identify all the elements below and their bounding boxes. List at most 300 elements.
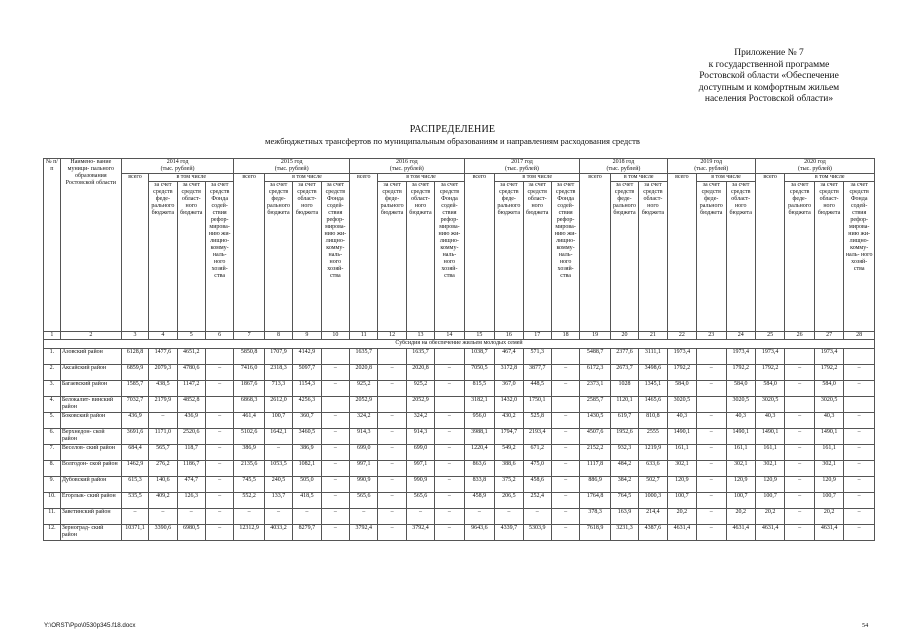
table-cell: 1792,2 [726, 365, 755, 381]
table-cell: 4387,6 [639, 525, 667, 541]
document-subtitle: межбюджетных трансфертов по муниципальным образованиям и направлениям расходования средств [265, 136, 640, 146]
table-cell: – [844, 493, 875, 509]
header-num: № п/п [44, 159, 61, 332]
table-cell: – [321, 365, 349, 381]
table-cell: 505,0 [293, 477, 321, 493]
municipality-name: Дубовский район [60, 477, 121, 493]
table-cell: 2135,6 [234, 461, 265, 477]
row-number: 1. [44, 349, 61, 365]
column-number: 17 [523, 332, 551, 340]
table-cell: 932,3 [610, 445, 638, 461]
header-including: в том числе [264, 174, 349, 182]
table-cell: – [321, 525, 349, 541]
table-cell: 2020,8 [350, 365, 378, 381]
table-cell: 40,3 [726, 413, 755, 429]
table-cell: 4256,3 [293, 397, 321, 413]
table-cell: – [551, 525, 579, 541]
column-number: 19 [580, 332, 611, 340]
column-number: 2 [60, 332, 121, 340]
table-cell: – [435, 445, 464, 461]
municipality-name: Белокалит- винский район [60, 397, 121, 413]
table-cell: 8279,7 [293, 525, 321, 541]
table-cell: 2052,9 [406, 397, 434, 413]
table-cell: 240,5 [264, 477, 292, 493]
header-including: в том числе [149, 174, 234, 182]
table-cell: – [435, 477, 464, 493]
table-cell: 3231,3 [610, 525, 638, 541]
table-cell: – [378, 429, 406, 445]
table-cell: 925,2 [350, 381, 378, 397]
table-cell: 2193,4 [523, 429, 551, 445]
table-cell: – [205, 381, 233, 397]
table-cell: 863,6 [464, 461, 495, 477]
table-cell: 4631,4 [814, 525, 843, 541]
municipality-name: Азовский район [60, 349, 121, 365]
table-cell: 4780,6 [177, 365, 205, 381]
table-cell: 4507,6 [580, 429, 611, 445]
appendix-line: доступным и комфортным жильем [698, 82, 840, 93]
table-cell: 1028 [610, 381, 638, 397]
table-cell: – [149, 509, 177, 525]
table-cell: 4339,7 [495, 525, 523, 541]
table-cell: 1635,7 [350, 349, 378, 365]
table-cell: – [551, 477, 579, 493]
table-cell: 3460,5 [293, 429, 321, 445]
table-row [44, 461, 875, 477]
table-cell: 418,5 [293, 493, 321, 509]
table-cell: 990,9 [350, 477, 378, 493]
table-cell: 163,9 [610, 509, 638, 525]
table-cell: – [844, 461, 875, 477]
header-fed: за счет средств феде- рального бюджета [149, 182, 177, 332]
table-cell: 3390,6 [149, 525, 177, 541]
table-cell: 4033,2 [264, 525, 292, 541]
table-cell: 2612,0 [264, 397, 292, 413]
table-cell [378, 397, 406, 413]
table-cell: – [844, 477, 875, 493]
table-cell: 474,7 [177, 477, 205, 493]
table-cell: 1867,6 [234, 381, 265, 397]
table-cell: 6868,3 [234, 397, 265, 413]
table-cell: – [495, 509, 523, 525]
table-cell: – [785, 509, 814, 525]
header-year-2017 [464, 159, 580, 174]
table-cell: 990,9 [406, 477, 434, 493]
unit-label: (тыс. рублей) [694, 166, 729, 172]
table-cell: 925,2 [406, 381, 434, 397]
header-total: всего [234, 174, 265, 332]
municipality-name: Верхнедон- ской район [60, 429, 121, 445]
year-label: 2015 год [280, 159, 303, 165]
table-cell: 10371,1 [121, 525, 148, 541]
municipality-name: Боковский район [60, 413, 121, 429]
table-cell: 584,0 [814, 381, 843, 397]
table-cell: 1585,7 [121, 381, 148, 397]
table-cell: 1186,7 [177, 461, 205, 477]
table-row [44, 397, 875, 413]
section-title: Субсидия на обеспечение жильем молодых семей [44, 340, 875, 349]
table-cell: 565,7 [149, 445, 177, 461]
table-cell: – [551, 413, 579, 429]
table-cell: 100,7 [264, 413, 292, 429]
table-cell [785, 349, 814, 365]
table-cell: 914,3 [350, 429, 378, 445]
column-number: 6 [205, 332, 233, 340]
table-cell: – [844, 429, 875, 445]
header-name: Наимено- вание муници- пального образования Ростовской области [60, 159, 121, 332]
table-cell: 20,2 [814, 509, 843, 525]
header-obl: за счет средств област- ного бюджета [177, 182, 205, 332]
table-cell: – [435, 509, 464, 525]
table-cell: 430,2 [495, 413, 523, 429]
table-cell: 1220,4 [464, 445, 495, 461]
table-cell: 100,7 [755, 493, 784, 509]
table-cell: 367,0 [495, 381, 523, 397]
header-obl: за счет средств област- ного бюджета [293, 182, 321, 332]
table-cell: 7416,0 [234, 365, 265, 381]
table-cell: 1154,3 [293, 381, 321, 397]
table-cell: 140,6 [149, 477, 177, 493]
table-cell: 7032,7 [121, 397, 148, 413]
table-cell: – [551, 381, 579, 397]
table-cell: – [435, 493, 464, 509]
table-cell: 565,6 [350, 493, 378, 509]
table-cell: – [697, 477, 726, 493]
table-cell: – [205, 413, 233, 429]
header-year-2020 [755, 159, 874, 174]
year-label: 2017 год [511, 159, 533, 165]
table-cell [551, 349, 579, 365]
table-cell: 3691,6 [121, 429, 148, 445]
table-cell: 161,1 [667, 445, 696, 461]
municipality-name: Аксайский район [60, 365, 121, 381]
column-number: 21 [639, 332, 667, 340]
row-number: 2. [44, 365, 61, 381]
table-cell: 100,7 [814, 493, 843, 509]
table-cell: – [205, 509, 233, 525]
table-cell: – [697, 493, 726, 509]
column-number: 4 [149, 332, 177, 340]
row-number: 4. [44, 397, 61, 413]
table-cell: – [523, 509, 551, 525]
column-number: 15 [464, 332, 495, 340]
column-number: 24 [726, 332, 755, 340]
table-cell: 1792,2 [667, 365, 696, 381]
table-cell: 5097,7 [293, 365, 321, 381]
table-row [44, 413, 875, 429]
table-cell: 384,2 [610, 477, 638, 493]
table-cell [785, 397, 814, 413]
header-year-2014 [121, 159, 234, 174]
table-cell: 475,0 [523, 461, 551, 477]
header-including: в том числе [610, 174, 667, 182]
table-cell: – [321, 381, 349, 397]
table-cell: 360,7 [293, 413, 321, 429]
table-cell: 4142,9 [293, 349, 321, 365]
table-cell: 1973,4 [814, 349, 843, 365]
table-cell: – [551, 429, 579, 445]
row-number: 12. [44, 525, 61, 541]
table-cell: – [321, 445, 349, 461]
table-cell: 549,2 [495, 445, 523, 461]
table-cell: – [464, 509, 495, 525]
header-total: всего [580, 174, 611, 332]
table-cell: 120,9 [814, 477, 843, 493]
table-cell: – [785, 445, 814, 461]
table-cell: 2373,1 [580, 381, 611, 397]
table-cell: 4631,4 [667, 525, 696, 541]
table-cell [205, 349, 233, 365]
table-cell: – [205, 493, 233, 509]
table-cell: 461,4 [234, 413, 265, 429]
document-title: РАСПРЕДЕЛЕНИЕ [409, 124, 496, 135]
header-fed: за счет средств феде- рального бюджета [697, 182, 726, 332]
table-cell [435, 397, 464, 413]
table-cell: 4631,4 [726, 525, 755, 541]
table-cell: – [205, 461, 233, 477]
table-cell: – [406, 509, 434, 525]
table-cell: 886,9 [580, 477, 611, 493]
table-row [44, 445, 875, 461]
table-cell: 161,1 [755, 445, 784, 461]
table-cell: – [785, 429, 814, 445]
table-cell: – [697, 445, 726, 461]
table-cell: – [321, 429, 349, 445]
table-cell: 1794,7 [495, 429, 523, 445]
table-cell: 2020,8 [406, 365, 434, 381]
header-total: всего [667, 174, 696, 332]
table-cell: 1792,2 [755, 365, 784, 381]
table-cell: 484,2 [610, 461, 638, 477]
table-cell: 3020,5 [667, 397, 696, 413]
table-cell: 12312,9 [234, 525, 265, 541]
table-cell: – [697, 429, 726, 445]
table-cell: 1952,6 [610, 429, 638, 445]
row-number: 7. [44, 445, 61, 461]
table-cell: – [321, 413, 349, 429]
table-cell [697, 397, 726, 413]
table-cell: 3020,5 [755, 397, 784, 413]
table-cell: 388,6 [495, 461, 523, 477]
table-cell: 1490,1 [667, 429, 696, 445]
table-cell: – [378, 445, 406, 461]
table-cell: 1465,6 [639, 397, 667, 413]
table-cell: – [378, 365, 406, 381]
row-number: 9. [44, 477, 61, 493]
table-cell: 1642,1 [264, 429, 292, 445]
table-cell: 100,7 [726, 493, 755, 509]
unit-label: (тыс. рублей) [274, 166, 309, 172]
header-including: в том числе [697, 174, 756, 182]
table-cell: 6172,3 [580, 365, 611, 381]
table-cell: 914,3 [406, 429, 434, 445]
table-cell: 436,9 [121, 413, 148, 429]
table-cell: 458,9 [464, 493, 495, 509]
table-cell: 3020,5 [814, 397, 843, 413]
table-cell: 1432,0 [495, 397, 523, 413]
table-cell: – [264, 509, 292, 525]
table-cell: 5488,7 [580, 349, 611, 365]
table-cell: 584,0 [726, 381, 755, 397]
table-cell: 1082,1 [293, 461, 321, 477]
table-cell: 7050,5 [464, 365, 495, 381]
column-number: 16 [495, 332, 523, 340]
table-cell: 833,8 [464, 477, 495, 493]
table-cell: 810,8 [639, 413, 667, 429]
row-number: 5. [44, 413, 61, 429]
table-cell: 378,3 [580, 509, 611, 525]
column-number: 28 [844, 332, 875, 340]
table-cell: 2555 [639, 429, 667, 445]
header-including: в том числе [378, 174, 464, 182]
table-cell: – [378, 381, 406, 397]
table-cell: – [205, 429, 233, 445]
table-cell: 2052,9 [350, 397, 378, 413]
table-cell: 3172,8 [495, 365, 523, 381]
table-cell: 302,1 [755, 461, 784, 477]
year-label: 2020 год [804, 159, 826, 165]
header-fond: за счет средств Фонда содей- ствия рефор- мирова- нию жи- лищно- комму- наль- ного хозяй- ства [205, 182, 233, 332]
table-row [44, 429, 875, 445]
header-fed: за счет средств феде- рального бюджета [264, 182, 292, 332]
column-number: 5 [177, 332, 205, 340]
table-cell: 1462,9 [121, 461, 148, 477]
column-number: 20 [610, 332, 638, 340]
table-cell: – [785, 477, 814, 493]
table-cell: 3792,4 [406, 525, 434, 541]
table-cell: 302,1 [814, 461, 843, 477]
table-cell: 20,2 [667, 509, 696, 525]
table-cell: – [844, 413, 875, 429]
table-cell: 409,2 [149, 493, 177, 509]
table-cell [435, 349, 464, 365]
header-obl: за счет средств област- ного бюджета [726, 182, 755, 332]
table-row [44, 365, 875, 381]
year-label: 2018 год [612, 159, 635, 165]
table-cell: 324,2 [406, 413, 434, 429]
header-year-2015 [234, 159, 350, 174]
header-year-2019 [667, 159, 755, 174]
table-cell: 1973,4 [726, 349, 755, 365]
column-number: 26 [785, 332, 814, 340]
table-cell: 2318,3 [264, 365, 292, 381]
table-cell: 1490,1 [755, 429, 784, 445]
table-cell: 1038,7 [464, 349, 495, 365]
table-cell: – [435, 381, 464, 397]
column-number: 25 [755, 332, 784, 340]
table-cell: 458,6 [523, 477, 551, 493]
row-number: 6. [44, 429, 61, 445]
table-cell: 3792,4 [350, 525, 378, 541]
table-cell: 3877,7 [523, 365, 551, 381]
table-cell [551, 397, 579, 413]
table-cell: 118,7 [177, 445, 205, 461]
table-cell: 438,5 [149, 381, 177, 397]
table-cell: 1053,5 [264, 461, 292, 477]
table-cell: 1707,9 [264, 349, 292, 365]
table-cell: 5850,8 [234, 349, 265, 365]
table-row [44, 509, 875, 525]
table-cell: 2585,7 [580, 397, 611, 413]
table-cell: 40,3 [667, 413, 696, 429]
table-row [44, 349, 875, 365]
table-cell: 997,1 [406, 461, 434, 477]
table-row [44, 477, 875, 493]
table-cell: 502,7 [639, 477, 667, 493]
table-cell [321, 397, 349, 413]
table-cell: – [785, 493, 814, 509]
header-fed: за счет средств феде- рального бюджета [378, 182, 406, 332]
table-cell: – [697, 525, 726, 541]
header-total: всего [755, 174, 784, 332]
table-cell: 3020,5 [726, 397, 755, 413]
table-cell: 206,5 [495, 493, 523, 509]
column-number: 1 [44, 332, 61, 340]
table-cell: 4631,4 [755, 525, 784, 541]
table-cell: 2179,9 [149, 397, 177, 413]
municipality-name: Веселов- ский район [60, 445, 121, 461]
table-row [44, 525, 875, 541]
unit-label: (тыс. рублей) [505, 166, 539, 172]
table-cell: – [205, 445, 233, 461]
table-cell: 133,7 [264, 493, 292, 509]
table-cell: 997,1 [350, 461, 378, 477]
municipality-name: Зерноград- ский район [60, 525, 121, 541]
table-cell: 684,4 [121, 445, 148, 461]
table-cell: 375,2 [495, 477, 523, 493]
table-cell: 40,3 [814, 413, 843, 429]
table-cell [697, 349, 726, 365]
table-cell: – [378, 509, 406, 525]
table-cell: – [697, 509, 726, 525]
header-year-2018 [580, 159, 667, 174]
table-cell: – [321, 477, 349, 493]
table-row [44, 493, 875, 509]
table-cell: 20,2 [726, 509, 755, 525]
table-cell: – [264, 445, 292, 461]
table-cell [378, 349, 406, 365]
table-cell: – [378, 493, 406, 509]
column-number: 8 [264, 332, 292, 340]
table-cell: – [551, 365, 579, 381]
header-obl: за счет средств област- ного бюджета [523, 182, 551, 332]
table-cell: – [785, 525, 814, 541]
table-cell: – [551, 461, 579, 477]
table-cell: 1120,1 [610, 397, 638, 413]
appendix-line: Ростовской области «Обеспечение [699, 71, 839, 82]
table-cell: 1635,7 [406, 349, 434, 365]
table-cell: 1490,1 [726, 429, 755, 445]
table-cell: 6980,5 [177, 525, 205, 541]
table-cell: 713,3 [264, 381, 292, 397]
header-year-2016 [350, 159, 465, 174]
table-cell: 525,8 [523, 413, 551, 429]
table-cell: – [435, 461, 464, 477]
table-cell: 615,3 [121, 477, 148, 493]
table-cell: – [551, 493, 579, 509]
table-cell: 671,2 [523, 445, 551, 461]
table-cell: – [697, 381, 726, 397]
table-cell: 324,2 [350, 413, 378, 429]
header-including: в том числе [495, 174, 580, 182]
table-cell: 3498,6 [639, 365, 667, 381]
table-cell: 1219,9 [639, 445, 667, 461]
table-cell: 1430,5 [580, 413, 611, 429]
table-cell: – [785, 365, 814, 381]
table-cell: – [293, 509, 321, 525]
municipality-name: Егорлык- ский район [60, 493, 121, 509]
table-cell: – [785, 413, 814, 429]
